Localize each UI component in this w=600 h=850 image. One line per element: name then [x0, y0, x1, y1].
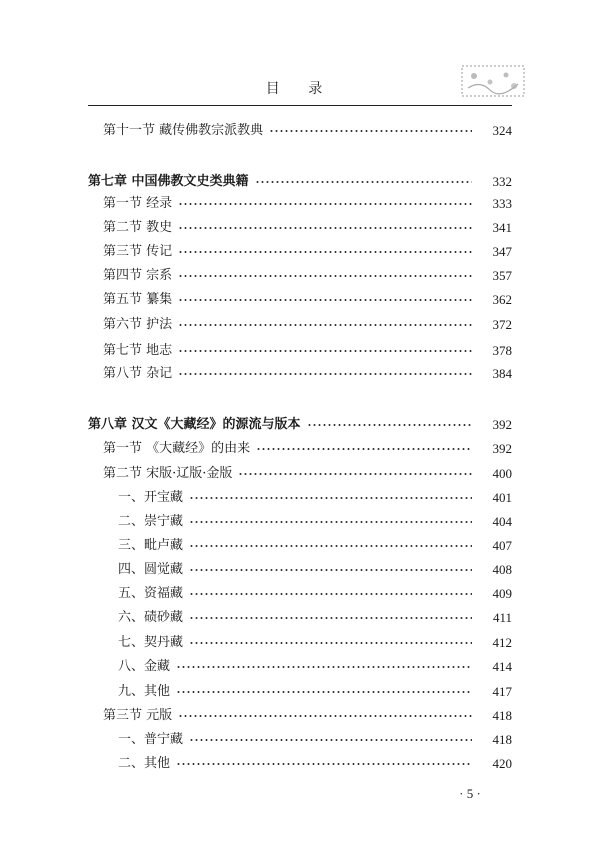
toc-item-entry[interactable]: [118, 582, 512, 606]
toc-entry-page: 414: [492, 659, 512, 674]
toc-entry-page: 357: [492, 268, 512, 283]
dot-leader: [189, 641, 472, 645]
toc-item-entry[interactable]: [118, 606, 512, 630]
dot-leader: [189, 568, 472, 572]
toc-entry-title: 第四节 宗系: [103, 268, 173, 283]
dot-leader: [307, 423, 472, 427]
dot-leader: [269, 129, 472, 133]
toc-section-entry[interactable]: [103, 192, 512, 216]
toc-entry-title: 九、其他: [118, 684, 171, 699]
toc-entry-page: 333: [492, 196, 512, 211]
dot-leader: [189, 616, 472, 620]
toc-entry-page: 412: [492, 635, 512, 650]
toc-item-entry[interactable]: [118, 655, 512, 679]
toc-entry-title: 第八章 汉文《大藏经》的源流与版本: [88, 417, 301, 432]
toc-chapter-entry[interactable]: [88, 170, 512, 194]
toc-section-entry[interactable]: [103, 264, 512, 288]
toc-entry-page: 372: [492, 317, 512, 332]
toc-entry-title: 第二节 宋版·辽版·金版: [103, 466, 233, 481]
dot-leader: [189, 496, 472, 500]
toc-item-entry[interactable]: [118, 728, 512, 752]
toc-section-entry[interactable]: [103, 119, 512, 143]
dot-leader: [189, 738, 472, 742]
dot-leader: [178, 323, 472, 327]
toc-entry-title: 四、圆觉藏: [118, 562, 184, 577]
dot-leader: [189, 544, 472, 548]
toc-item-entry[interactable]: [118, 534, 512, 558]
toc-entry-title: 七、契丹藏: [118, 635, 184, 650]
dot-leader: [178, 349, 472, 353]
toc-entry-page: 418: [492, 732, 512, 747]
toc-entry-page: 347: [492, 244, 512, 259]
toc-entry-page: 411: [492, 610, 512, 625]
dot-leader: [176, 690, 472, 694]
toc-entry-page: 332: [492, 174, 512, 189]
library-seal-stamp: [460, 64, 526, 98]
toc-entry-page: 392: [492, 417, 512, 432]
toc-entry-page: 401: [492, 490, 512, 505]
dot-leader: [178, 298, 472, 302]
toc-entry-title: 第一节 经录: [103, 196, 173, 211]
toc-entry-title: 第一节 《大藏经》的由来: [103, 441, 251, 456]
toc-item-entry[interactable]: [118, 510, 512, 534]
dot-leader: [176, 762, 472, 766]
toc-entry-title: 八、金藏: [118, 659, 171, 674]
dot-leader: [178, 226, 472, 230]
toc-entry-page: 417: [492, 684, 512, 699]
dot-leader: [255, 180, 472, 184]
toc-entry-title: 二、崇宁藏: [118, 514, 184, 529]
toc-entry-page: 404: [492, 514, 512, 529]
toc-item-entry[interactable]: [118, 486, 512, 510]
toc-entry-title: 第五节 纂集: [103, 292, 173, 307]
toc-entry-title: 第二节 教史: [103, 220, 173, 235]
toc-entry-title: 一、普宁藏: [118, 732, 184, 747]
toc-section-entry[interactable]: [103, 462, 512, 486]
header-rule: [88, 105, 512, 106]
toc-section-entry[interactable]: [103, 216, 512, 240]
dot-leader: [178, 372, 472, 376]
dot-leader: [189, 520, 472, 524]
toc-item-entry[interactable]: [118, 680, 512, 704]
toc-entry-title: 第七节 地志: [103, 343, 173, 358]
dot-leader: [178, 714, 472, 718]
toc-section-entry[interactable]: [103, 437, 512, 461]
dot-leader: [238, 472, 472, 476]
toc-item-entry[interactable]: [118, 631, 512, 655]
toc-entry-title: 六、碛砂藏: [118, 610, 184, 625]
toc-entry-page: 418: [492, 708, 512, 723]
toc-entry-title: 第三节 元版: [103, 708, 173, 723]
toc-section-entry[interactable]: [103, 339, 512, 363]
toc-entry-page: 324: [492, 123, 512, 138]
toc-item-entry[interactable]: [118, 752, 512, 776]
dot-leader: [176, 665, 472, 669]
toc-entry-title: 第七章 中国佛教文史类典籍: [88, 174, 249, 189]
page-number: · 5 ·: [459, 786, 481, 801]
toc-entry-page: 362: [492, 292, 512, 307]
toc-entry-page: 384: [492, 366, 512, 381]
toc-item-entry[interactable]: [118, 558, 512, 582]
toc-entry-page: 378: [492, 343, 512, 358]
toc-section-entry[interactable]: [103, 704, 512, 728]
toc-entry-title: 一、开宝藏: [118, 490, 184, 505]
toc-entry-page: 407: [492, 538, 512, 553]
toc-entry-page: 400: [492, 466, 512, 481]
toc-entry-title: 三、毗卢藏: [118, 538, 184, 553]
dot-leader: [178, 250, 472, 254]
toc-entry-page: 409: [492, 586, 512, 601]
toc-entry-title: 第六节 护法: [103, 317, 173, 332]
toc-entry-title: 第八节 杂记: [103, 366, 173, 381]
toc-entry-title: 五、资福藏: [118, 586, 184, 601]
dot-leader: [189, 592, 472, 596]
toc-entry-title: 二、其他: [118, 756, 171, 771]
toc-entry-title: 第三节 传记: [103, 244, 173, 259]
dot-leader: [178, 274, 472, 278]
toc-entry-page: 392: [492, 441, 512, 456]
toc-entry-title: 第十一节 藏传佛教宗派教典: [103, 123, 264, 138]
toc-entry-page: 408: [492, 562, 512, 577]
toc-section-entry[interactable]: [103, 288, 512, 312]
running-header: 目 录: [265, 81, 335, 97]
dot-leader: [178, 202, 472, 206]
dot-leader: [256, 447, 472, 451]
toc-chapter-entry[interactable]: [88, 413, 512, 437]
toc-section-entry[interactable]: [103, 240, 512, 264]
toc-entry-page: 341: [492, 220, 512, 235]
toc-section-entry[interactable]: [103, 362, 512, 386]
toc-entry-page: 420: [492, 756, 512, 771]
toc-section-entry[interactable]: [103, 313, 512, 337]
